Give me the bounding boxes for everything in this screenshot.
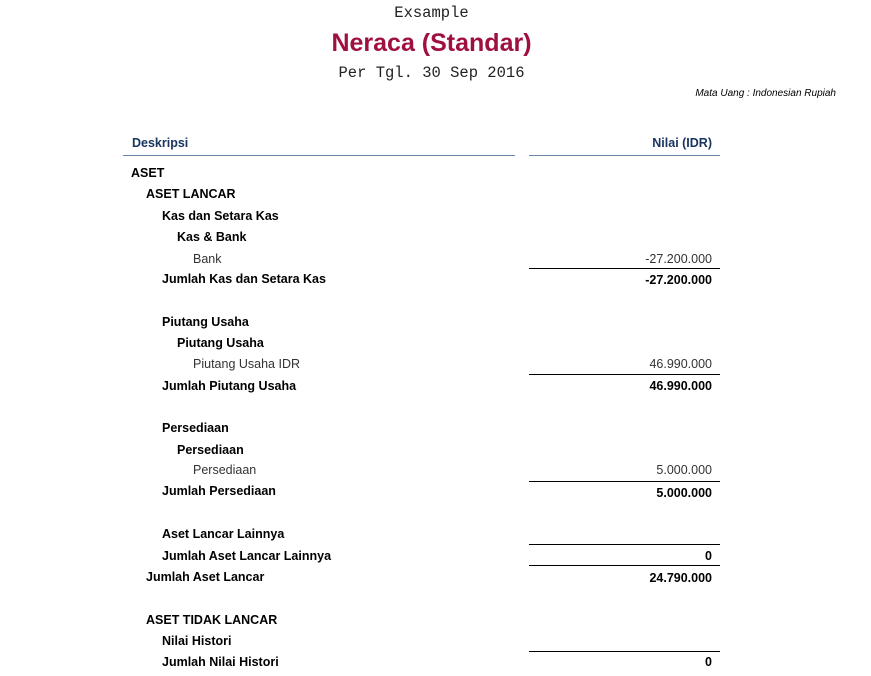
row-aset-lancar [0, 187, 871, 208]
row-label: Bank [193, 252, 222, 266]
company-name: Exsample [394, 4, 469, 22]
row-label: Kas dan Setara Kas [162, 209, 279, 223]
row-value: -27.200.000 [645, 252, 712, 266]
row-label: Jumlah Aset Lancar Lainnya [162, 549, 332, 563]
row-persediaan-sub [0, 443, 871, 464]
row-label: ASET TIDAK LANCAR [146, 613, 278, 627]
row-jumlah-persediaan [0, 484, 871, 505]
column-header-value-label: Nilai (IDR) [652, 136, 712, 150]
row-kas-bank [0, 230, 871, 251]
row-label: ASET [131, 166, 165, 180]
subtotal-rule [529, 651, 720, 652]
row-piutang-usaha-idr [0, 357, 871, 378]
row-value: 46.990.000 [649, 379, 712, 393]
row-value: -27.200.000 [645, 273, 712, 287]
row-label: Persediaan [162, 421, 229, 435]
row-label: Piutang Usaha IDR [193, 357, 301, 371]
row-aset [0, 166, 871, 187]
row-bank [0, 252, 871, 273]
row-jumlah-kas [0, 272, 871, 293]
row-label: Jumlah Aset Lancar [146, 570, 265, 584]
row-value: 46.990.000 [649, 357, 712, 371]
row-label: Kas & Bank [177, 230, 247, 244]
row-jumlah-aset-lancar-lainnya [0, 549, 871, 570]
subtotal-rule [529, 374, 720, 375]
row-piutang-usaha [0, 315, 871, 336]
column-header-description-label: Deskripsi [132, 136, 189, 150]
row-value: 0 [705, 549, 712, 563]
row-value: 5.000.000 [656, 463, 712, 477]
subtotal-rule [529, 268, 720, 269]
row-value: 5.000.000 [656, 486, 712, 500]
row-jumlah-nilai-histori [0, 655, 871, 676]
row-piutang-usaha-sub [0, 336, 871, 357]
column-header-description [123, 136, 515, 156]
row-label: Nilai Histori [162, 634, 232, 648]
row-persediaan [0, 421, 871, 442]
row-label: Piutang Usaha [177, 336, 264, 350]
report-period: Per Tgl. 30 Sep 2016 [338, 64, 525, 82]
row-jumlah-piutang [0, 379, 871, 400]
row-label: Persediaan [193, 463, 257, 477]
row-value: 24.790.000 [649, 571, 712, 585]
row-kas-setara-kas [0, 209, 871, 230]
row-label: Piutang Usaha [162, 315, 249, 329]
row-aset-lancar-lainnya [0, 527, 871, 548]
subtotal-rule [529, 544, 720, 545]
row-label: ASET LANCAR [146, 187, 236, 201]
column-header-value [529, 136, 720, 156]
row-aset-tidak-lancar [0, 613, 871, 634]
row-label: Jumlah Piutang Usaha [162, 379, 297, 393]
row-label: Jumlah Nilai Histori [162, 655, 279, 669]
row-label: Persediaan [177, 443, 244, 457]
row-label: Jumlah Kas dan Setara Kas [162, 272, 326, 286]
subtotal-rule [529, 481, 720, 482]
row-persediaan-item [0, 463, 871, 484]
row-label: Aset Lancar Lainnya [162, 527, 285, 541]
row-jumlah-aset-lancar [0, 570, 871, 591]
total-rule [529, 565, 720, 566]
report-title: Neraca (Standar) [331, 29, 532, 57]
currency-note: Mata Uang : Indonesian Rupiah [695, 88, 836, 99]
row-label: Jumlah Persediaan [162, 484, 276, 498]
row-value: 0 [705, 655, 712, 669]
row-nilai-histori [0, 634, 871, 655]
